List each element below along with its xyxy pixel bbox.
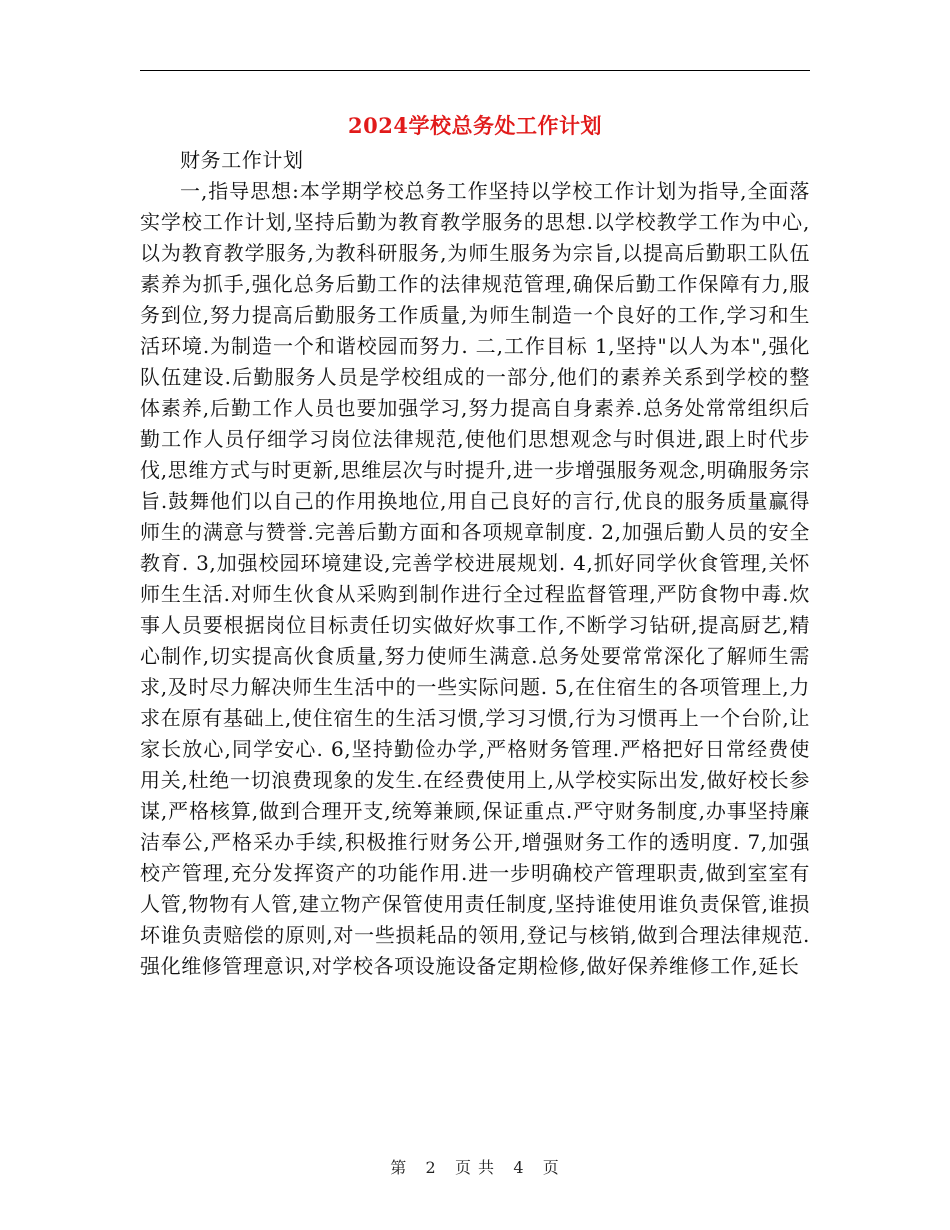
header-rule — [140, 70, 810, 71]
section-heading: 财务工作计划 — [180, 148, 304, 172]
document-title: 2024学校总务处工作计划 — [348, 113, 602, 138]
current-page-number: 2 — [425, 1158, 437, 1177]
document-body — [140, 145, 810, 982]
footer-suffix: 页 — [542, 1158, 560, 1177]
page-footer — [0, 1155, 950, 1178]
footer-middle: 页 共 — [454, 1158, 496, 1177]
body-paragraph: 一,指导思想:本学期学校总务工作坚持以学校工作计划为指导,全面落实学校工作计划,坚持后勤为教育教学服务的思想.以学校教学工作为中心,以为教育教学服务,为教科研服务,为师生服务为宗旨,以提高后勤职工队伍素养为抓手,强化总务后勤工作的法律规范管理,确保后勤工作保障有力,服务到位,努力提高后勤服务工作质量,为师生制造一个良好的工作,学习和生活环境.为制造一个和谐校园而努力. 二,工作目标 1,坚持"以人为本",强化队伍建设.后勤服务人员是学校组成的一部分,他们的素养关系到学校的整体素养,后勤工作人员也要加强学习,努力提高自身素养.总务处常常组织后勤工作人员仔细学习岗位法律规范,使他们思想观念与时俱进,跟上时代步伐,思维方式与时更新,思维层次与时提升,进一步增强服务观念,明确服务宗旨.鼓舞他们以自己的作用换地位,用自己良好的言行,优良的服务质量赢得师生的满意与赞誉.完善后勤方面和各项规章制度. 2,加强后勤人员的安全教育. 3,加强校园环境建设,完善学校进展规划. 4,抓好同学伙食管理,关怀师生生活.对师生伙食从采购到制作进行全过程监督管理,严防食物中毒.炊事人员要根据岗位目标责任切实做好炊事工作,不断学习钻研,提高厨艺,精心制作,切实提高伙食质量,努力使师生满意.总务处要常常深化了解师生需求,及时尽力解决师生生活中的一些实际问题. 5,在住宿生的各项管理上,力求在原有基础上,使住宿生的生活习惯,学习习惯,行为习惯再上一个台阶,让家长放心,同学安心. 6,坚持勤俭办学,严格财务管理.严格把好日常经费使用关,杜绝一切浪费现象的发生.在经费使用上,从学校实际出发,做好校长参谋,严格核算,做到合理开支,统筹兼顾,保证重点.严守财务制度,办事坚持廉洁奉公,严格采办手续,积极推行财务公开,增强财务工作的透明度. 7,加强校产管理,充分发挥资产的功能作用.进一步明确校产管理职责,做到室室有人管,物物有人管,建立物产保管使用责任制度,坚持谁使用谁负责保管,谁损坏谁负责赔偿的原则,对一些损耗品的领用,登记与核销,做到合理法律规范.强化维修管理意识,对学校各项设施设备定期检修,做好保养维修工作,延长 — [140, 179, 810, 978]
footer-prefix: 第 — [390, 1158, 408, 1177]
total-pages-number: 4 — [513, 1158, 525, 1177]
